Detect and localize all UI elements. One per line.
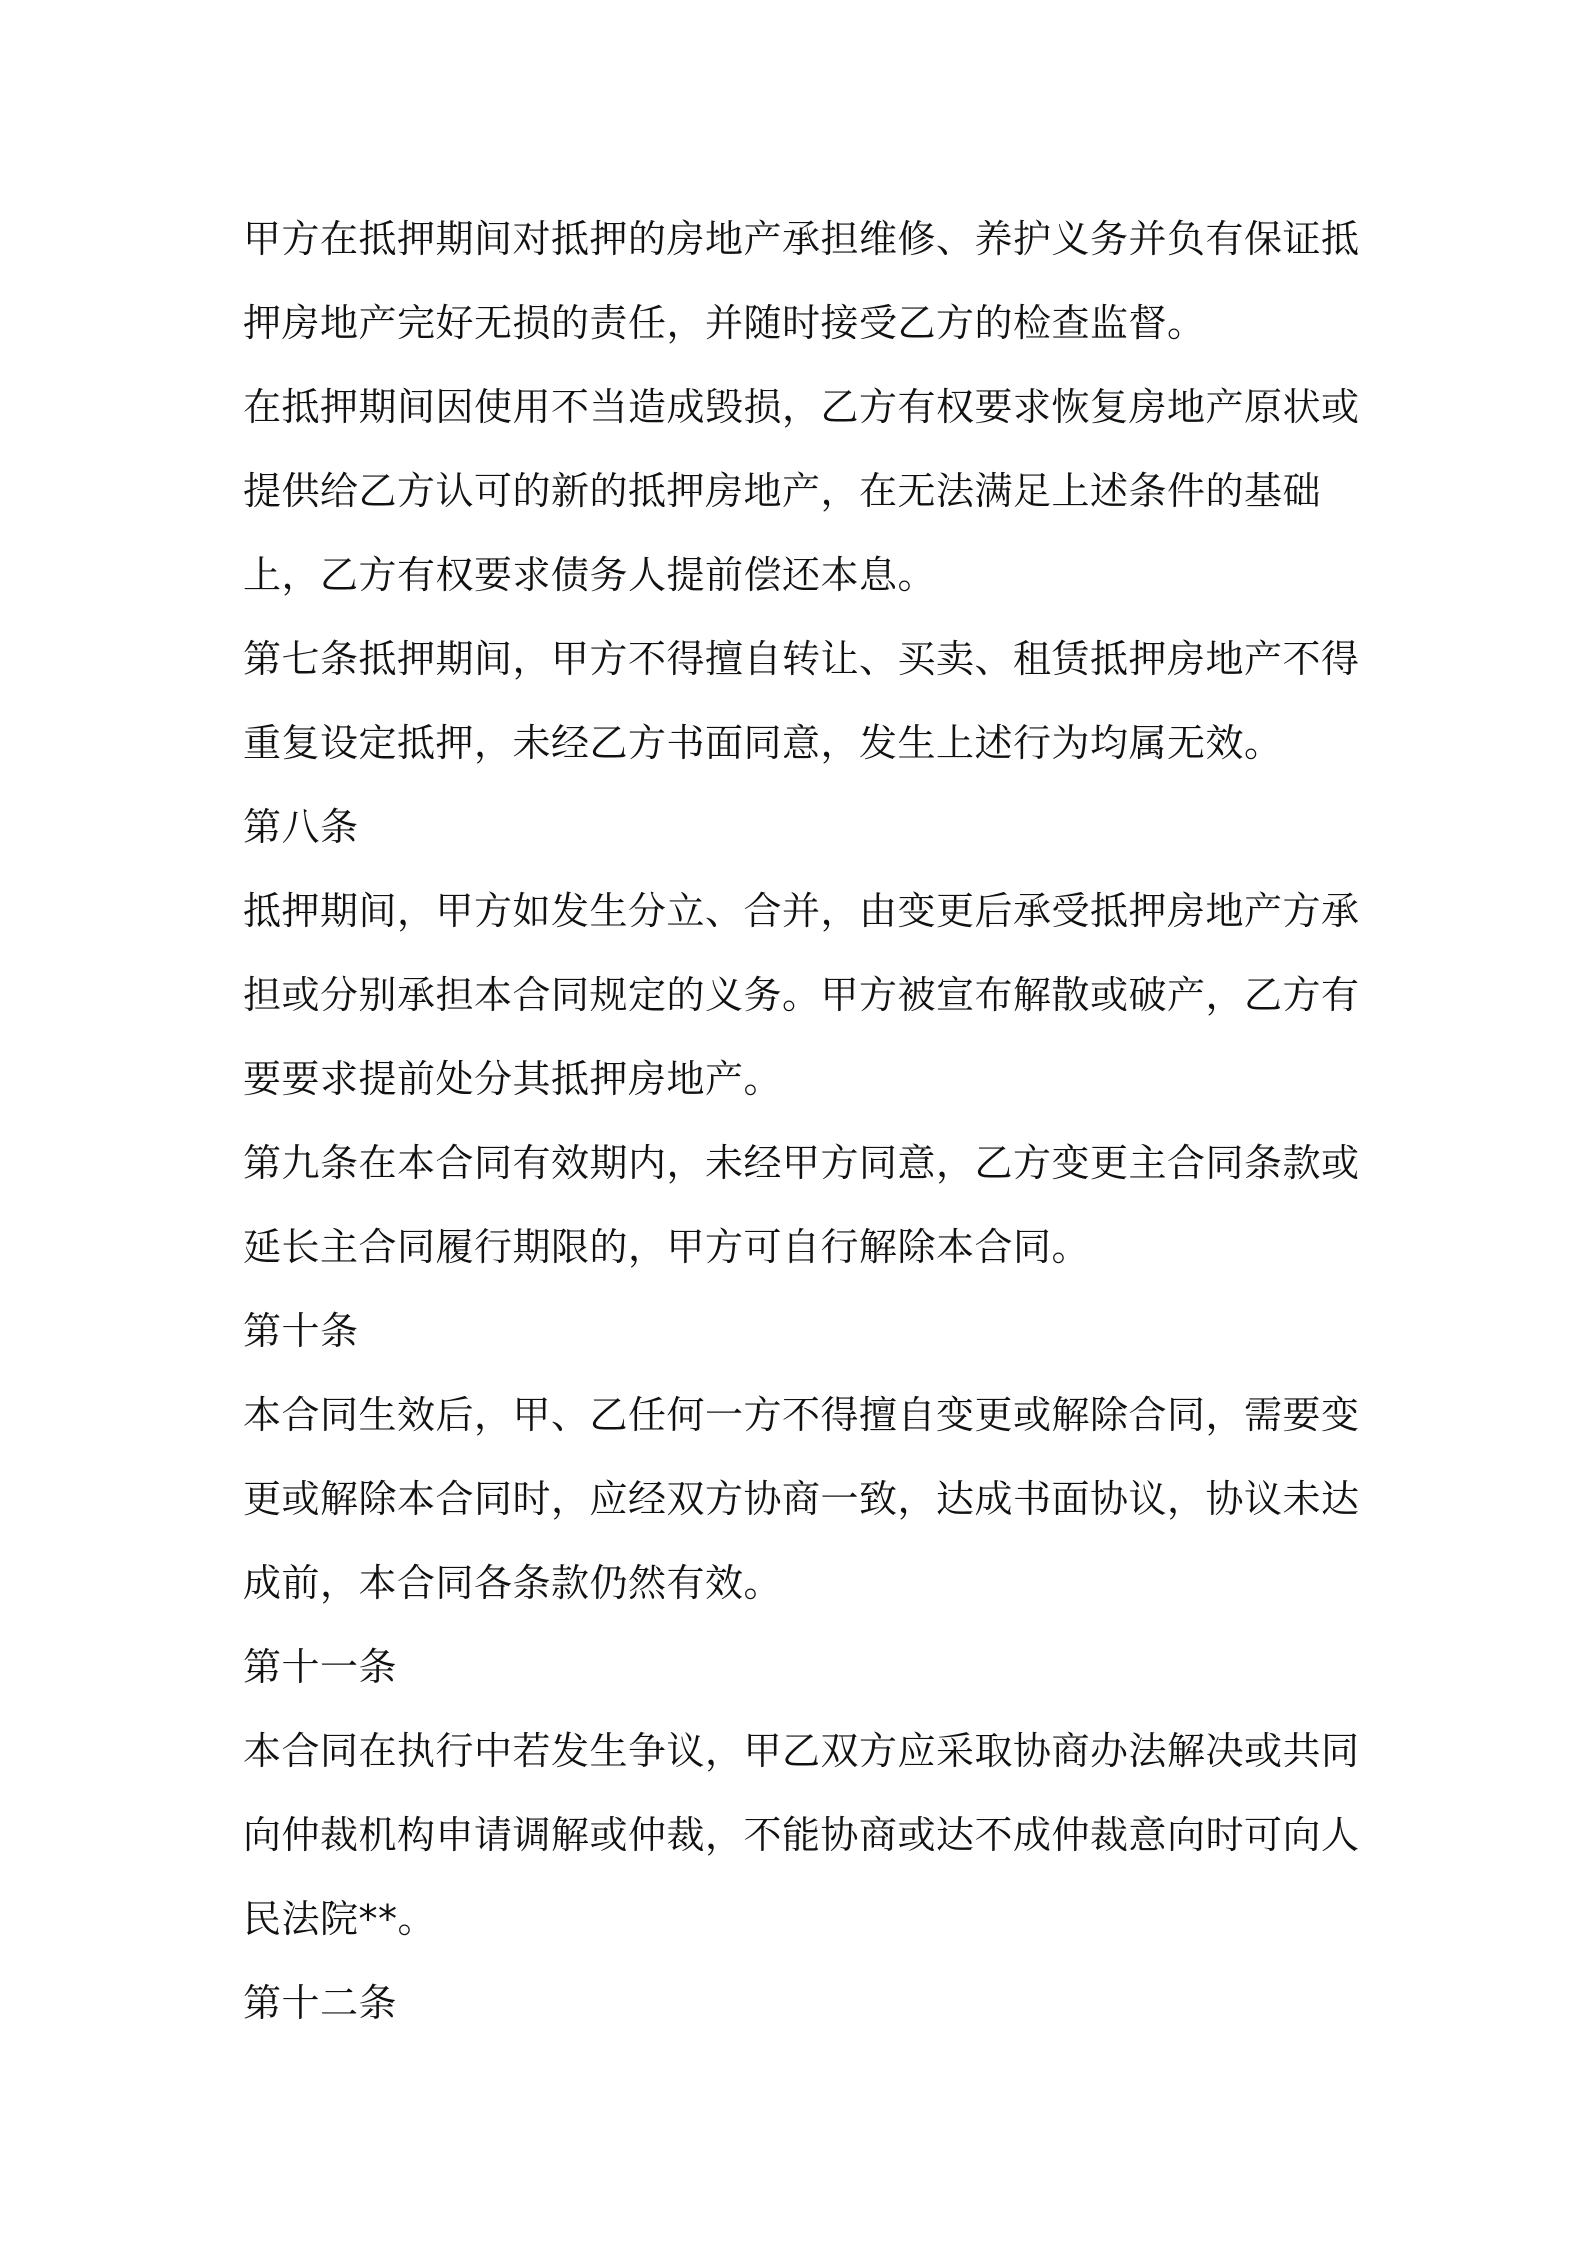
heading-article-10: 第十条 (243, 1309, 359, 1353)
paragraph-article-9: 第九条在本合同有效期内，未经甲方同意，乙方变更主合同条款或延长主合同履行期限的，甲方可自行解除本合同。 (243, 1141, 1360, 1269)
paragraph-article-8: 抵押期间，甲方如发生分立、合并，由变更后承受抵押房地产方承担或分别承担本合同规定的义务。甲方被宣布解散或破产，乙方有要要求提前处分其抵押房地产。 (243, 889, 1360, 1101)
document-body (243, 197, 1363, 2045)
heading-article-8: 第八条 (243, 805, 359, 849)
heading-article-11: 第十一条 (243, 1645, 398, 1689)
paragraph-damage-clause: 在抵押期间因使用不当造成毁损，乙方有权要求恢复房地产原状或提供给乙方认可的新的抵押房地产，在无法满足上述条件的基础上，乙方有权要求债务人提前偿还本息。 (243, 385, 1360, 597)
heading-article-12: 第十二条 (243, 1981, 398, 2025)
paragraph-article-11: 本合同在执行中若发生争议，甲乙双方应采取协商办法解决或共同向仲裁机构申请调解或仲裁，不能协商或达不成仲裁意向时可向人民法院**。 (243, 1729, 1360, 1941)
paragraph-maintenance-duty: 甲方在抵押期间对抵押的房地产承担维修、养护义务并负有保证抵押房地产完好无损的责任，并随时接受乙方的检查监督。 (243, 217, 1360, 345)
paragraph-article-10: 本合同生效后，甲、乙任何一方不得擅自变更或解除合同，需要变更或解除本合同时，应经双方协商一致，达成书面协议，协议未达成前，本合同各条款仍然有效。 (243, 1393, 1360, 1605)
paragraph-article-7: 第七条抵押期间，甲方不得擅自转让、买卖、租赁抵押房地产不得重复设定抵押，未经乙方书面同意，发生上述行为均属无效。 (243, 637, 1360, 765)
